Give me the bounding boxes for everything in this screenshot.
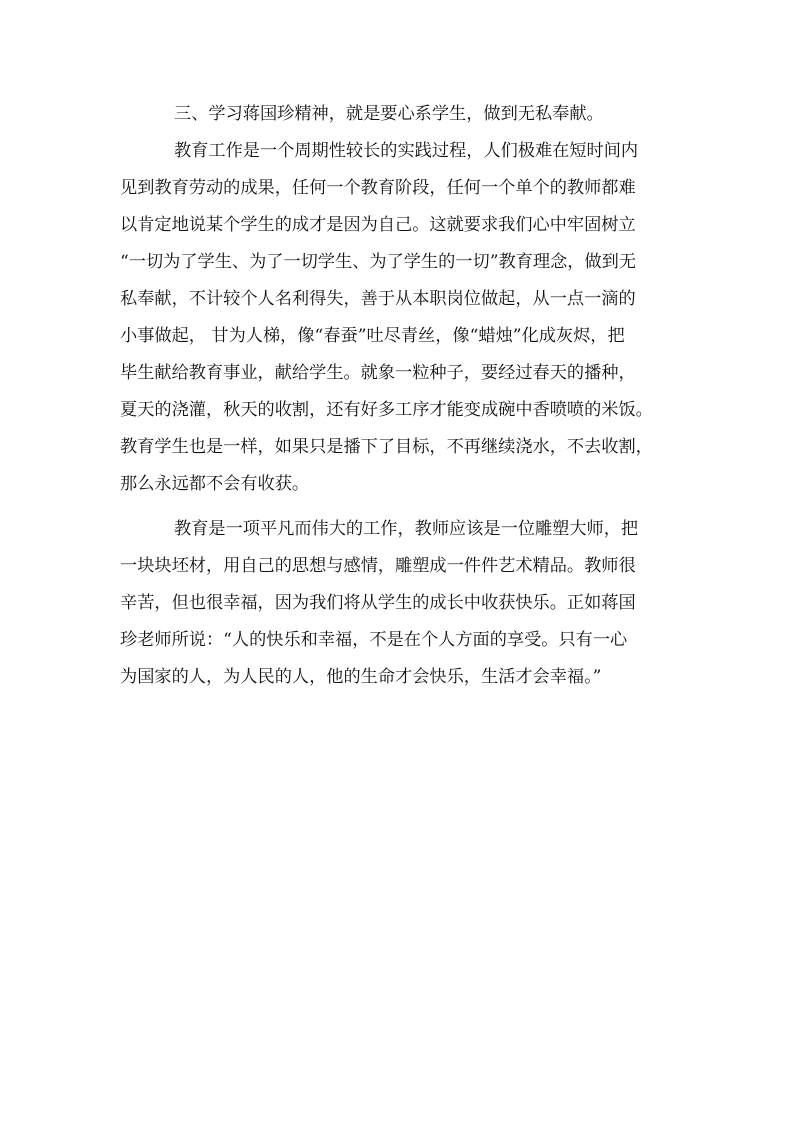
paragraph-line: 教育是一项平凡而伟大的工作，教师应该是一位雕塑大师，把 <box>174 519 639 539</box>
paragraph-line: 那么永远都不会有收获。 <box>120 474 310 494</box>
paragraph-1 <box>120 133 676 503</box>
paragraph-line: 一块块坯材，用自己的思想与感情，雕塑成一件件艺术精品。教师很 <box>120 556 636 576</box>
paragraph-line: 以肯定地说某个学生的成才是因为自己。这就要求我们心中牢固树立 <box>120 215 636 235</box>
paragraph-line: 夏天的浇灌，秋天的收割，还有好多工序才能变成碗中香喷喷的米饭。 <box>120 400 653 420</box>
paragraph-line: 毕生献给教育事业，献给学生。就象一粒种子，要经过春天的播种， <box>120 363 636 383</box>
paragraph-line: 为国家的人，为人民的人，他的生命才会快乐，生活才会幸福。” <box>120 667 602 687</box>
paragraph-line: “一切为了学生、为了一切学生、为了学生的一切”教育理念，做到无 <box>120 252 637 272</box>
paragraph-line: 小事做起， 甘为人梯，像“春蚕”吐尽青丝，像“蜡烛”化成灰烬，把 <box>120 326 625 346</box>
paragraph-2 <box>120 511 676 696</box>
paragraph-spacer <box>120 503 676 511</box>
paragraph-line: 珍老师所说：“人的快乐和幸福，不是在个人方面的享受。只有一心 <box>120 630 628 650</box>
paragraph-line: 私奉献，不计较个人名利得失，善于从本职岗位做起，从一点一滴的 <box>120 289 636 309</box>
paragraph-line: 辛苦，但也很幸福，因为我们将从学生的成长中收获快乐。正如蒋国 <box>120 593 636 613</box>
paragraph-line: 教育学生也是一样，如果只是播下了目标，不再继续浇水，不去收割， <box>120 437 653 457</box>
section-heading: 三、学习蒋国珍精神，就是要心系学生，做到无私奉献。 <box>174 104 604 124</box>
paragraph-line: 教育工作是一个周期性较长的实践过程，人们极难在短时间内 <box>174 141 639 161</box>
document-body <box>120 96 676 696</box>
paragraph-line: 见到教育劳动的成果，任何一个教育阶段，任何一个单个的教师都难 <box>120 178 636 198</box>
